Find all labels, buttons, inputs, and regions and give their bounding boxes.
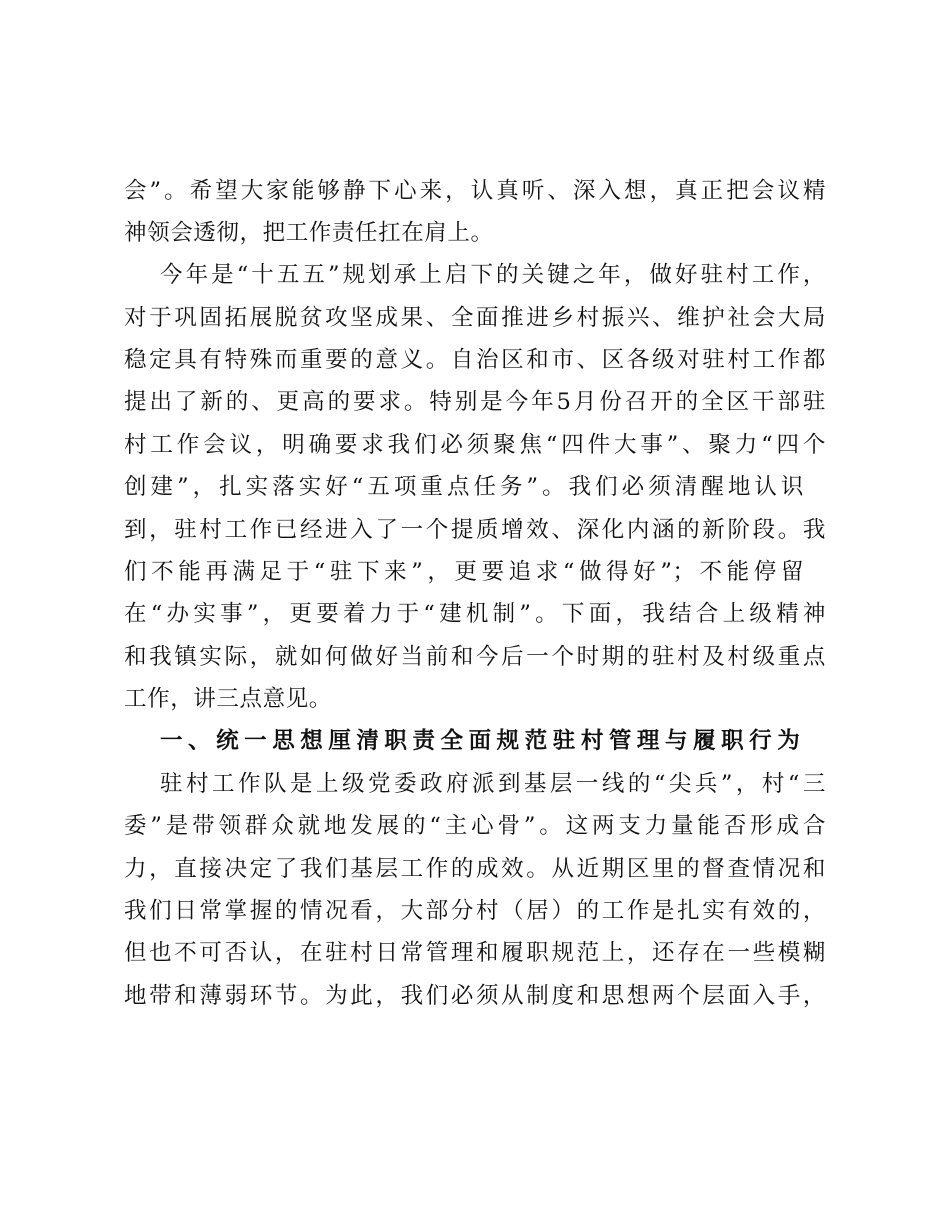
body-text-line: 今年是“十五五”规划承上启下的关键之年，做好驻村工作，	[160, 262, 826, 288]
body-text-line: 我们日常掌握的情况看，大部分村（居）的工作是扎实有效的，	[124, 898, 826, 924]
body-text-line: 力，直接决定了我们基层工作的成效。从近期区里的督查情况和	[124, 856, 826, 882]
body-text-line: 委”是带领群众就地发展的“主心骨”。这两支力量能否形成合	[124, 813, 826, 839]
body-text-line: 稳定具有特殊而重要的意义。自治区和市、区各级对驻村工作都	[124, 347, 826, 373]
section-heading: 一、统一思想厘清职责全面规范驻村管理与履职行为	[160, 728, 800, 754]
body-text-line: 提出了新的、更高的要求。特别是今年5月份召开的全区干部驻	[124, 389, 826, 415]
body-text-line: 地带和薄弱环节。为此，我们必须从制度和思想两个层面入手，	[124, 983, 826, 1009]
body-text-line: 创建”，扎实落实好“五项重点任务”。我们必须清醒地认识	[124, 474, 804, 500]
body-text-line: 们不能再满足于“驻下来”，更要追求“做得好”；不能停留	[124, 559, 804, 585]
body-text-line: 会”。希望大家能够静下心来，认真听、深入想，真正把会议精	[124, 178, 826, 204]
body-text-line: 工作，讲三点意见。	[124, 686, 332, 712]
body-text-line: 但也不可否认，在驻村日常管理和履职规范上，还存在一些模糊	[124, 940, 826, 966]
body-text-line: 神领会透彻，把工作责任扛在肩上。	[124, 220, 494, 246]
body-text-line: 到，驻村工作已经进入了一个提质增效、深化内涵的新阶段。我	[124, 517, 826, 543]
body-text-line: 驻村工作队是上级党委政府派到基层一线的“尖兵”，村“三	[160, 771, 826, 797]
body-text-line: 和我镇实际，就如何做好当前和今后一个时期的驻村及村级重点	[124, 644, 826, 670]
body-text-line: 在“办实事”，更要着力于“建机制”。下面，我结合上级精神	[124, 601, 826, 627]
body-text-line: 对于巩固拓展脱贫攻坚成果、全面推进乡村振兴、维护社会大局	[124, 305, 826, 331]
body-text-line: 村工作会议，明确要求我们必须聚焦“四件大事”、聚力“四个	[124, 432, 826, 458]
